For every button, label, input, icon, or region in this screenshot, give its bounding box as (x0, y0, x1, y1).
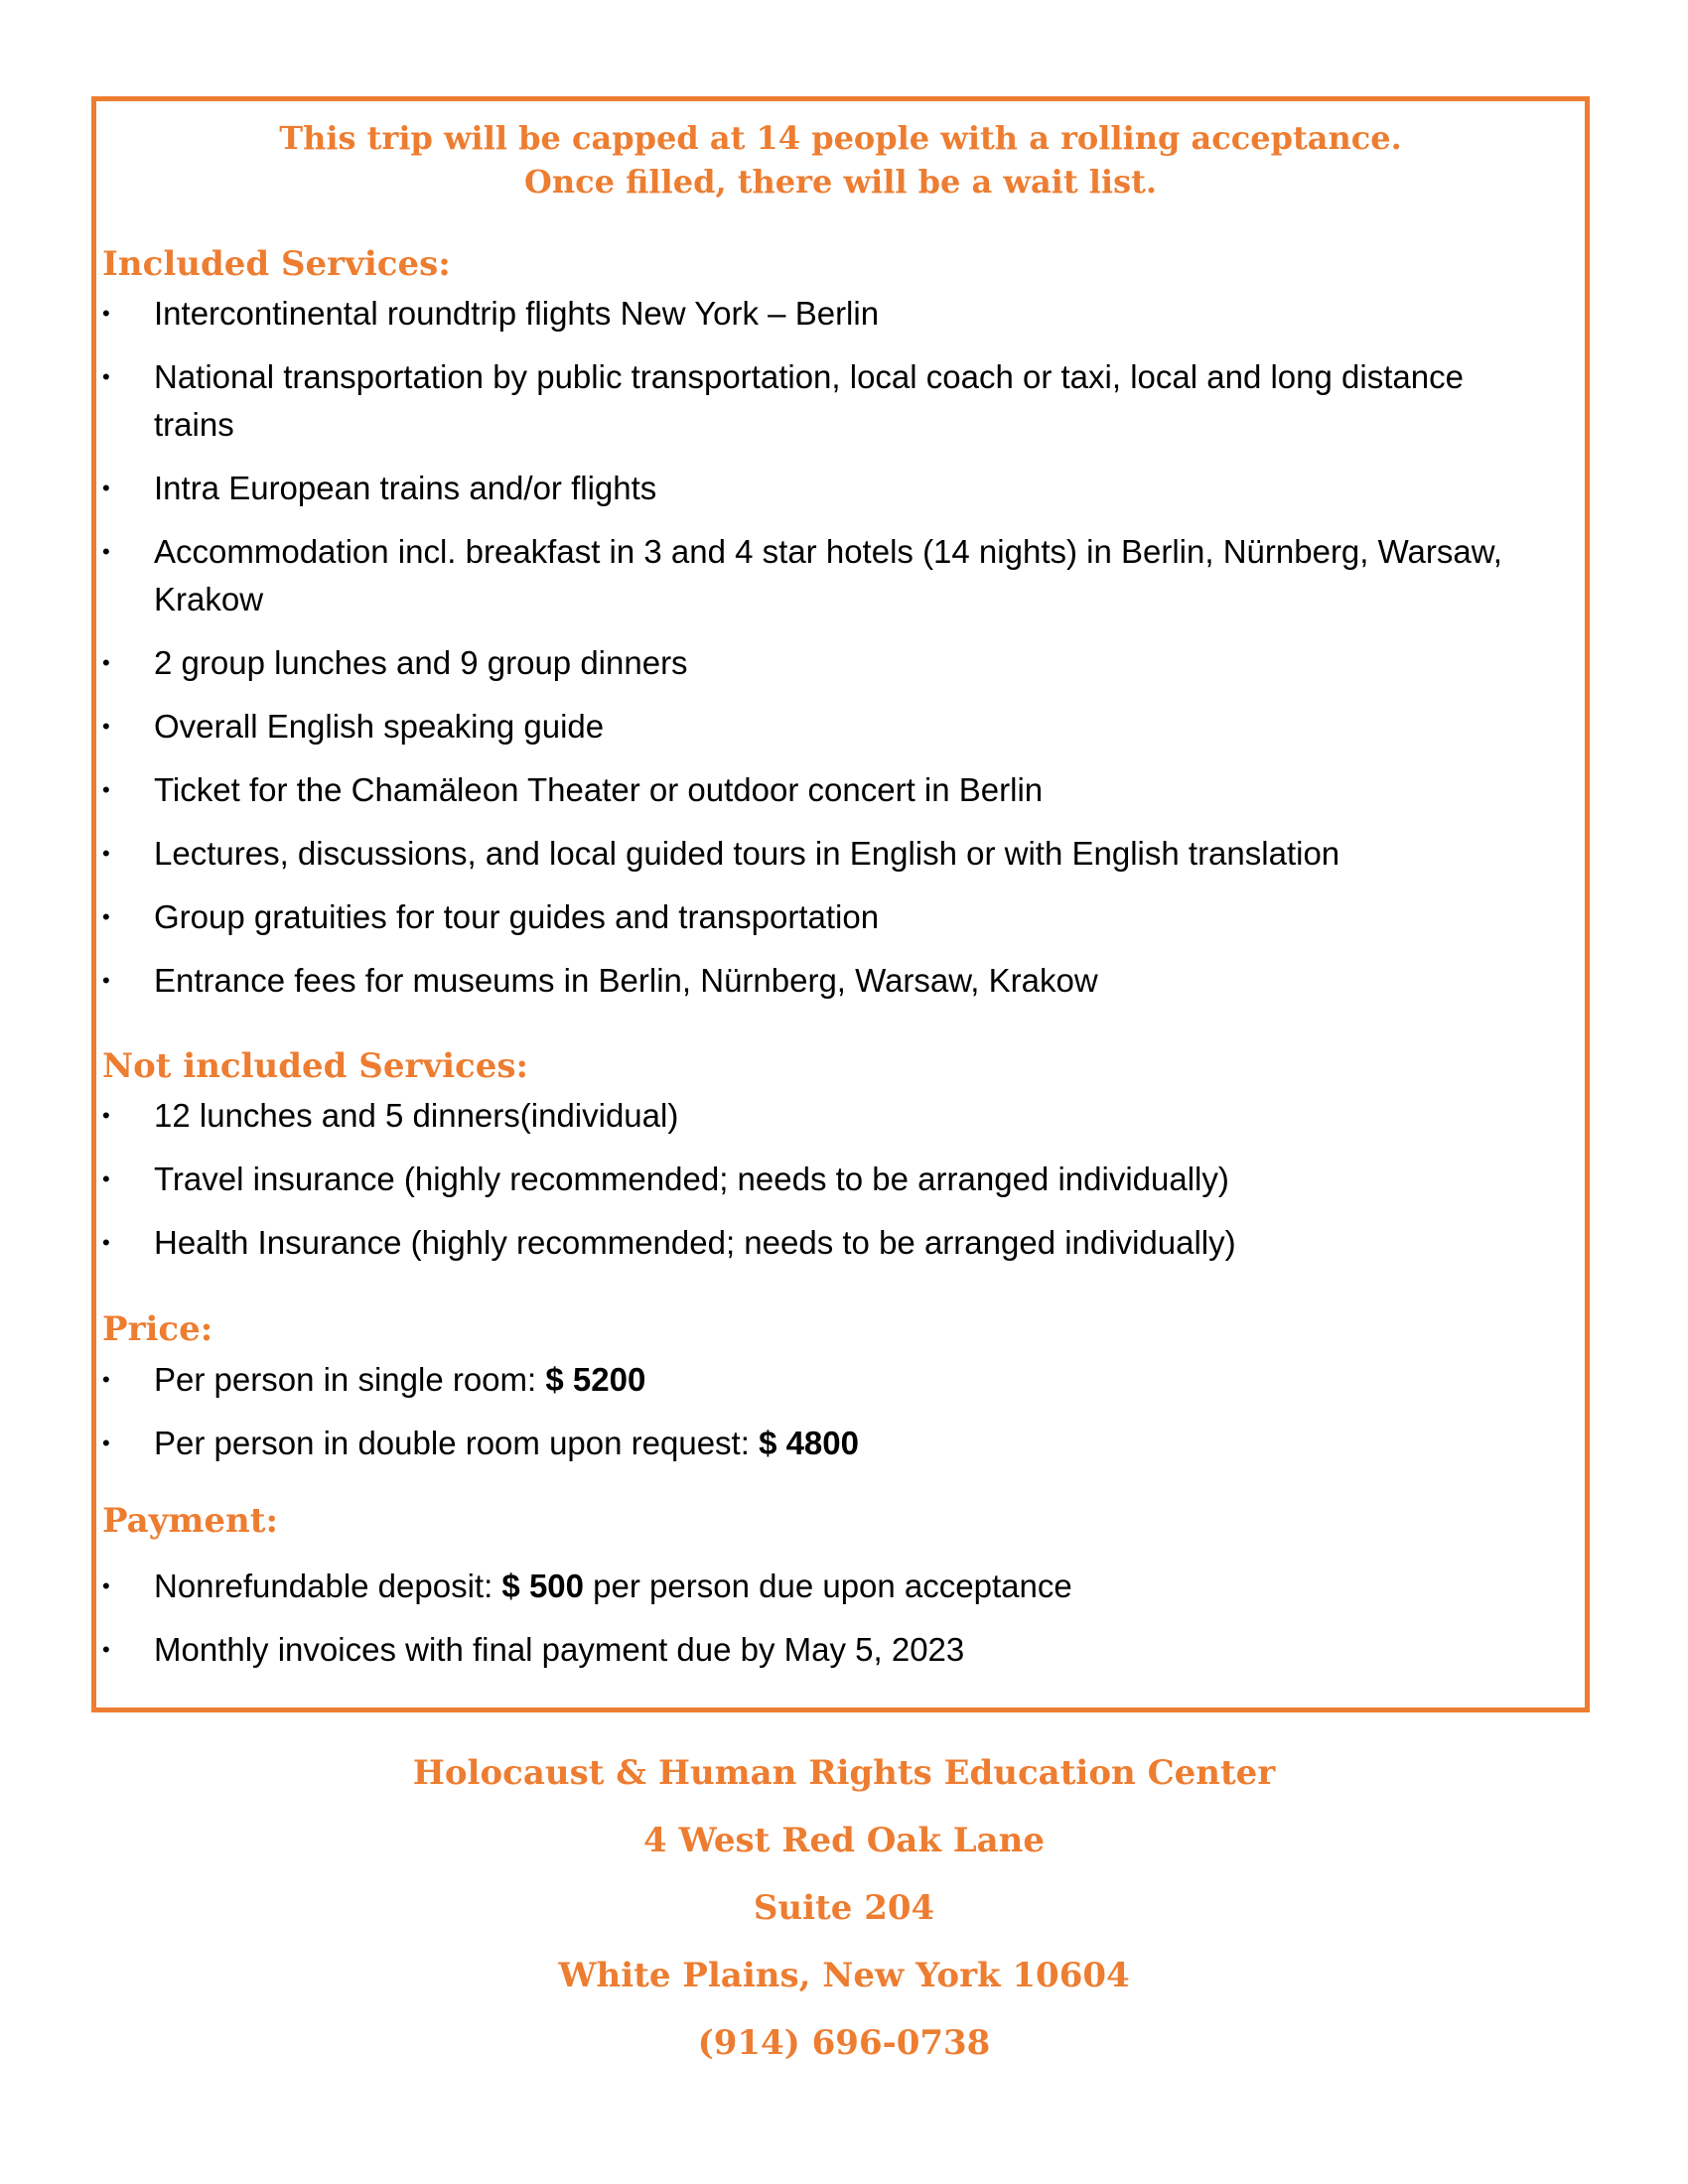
list-item (102, 1356, 1552, 1404)
included-item: National transportation by public transportation, local coach or taxi, local and long distance trains (154, 358, 1464, 443)
bullet-icon: • (102, 301, 110, 326)
deposit-label: Nonrefundable deposit: (154, 1568, 502, 1604)
bullet-icon: • (102, 904, 110, 929)
list-item (102, 1563, 1552, 1610)
double-room-price (154, 1420, 1552, 1467)
bullet-icon: • (102, 714, 110, 739)
list-item (102, 1092, 1552, 1140)
list-item (102, 290, 1552, 338)
single-room-price (154, 1356, 1552, 1404)
city-state-zip: White Plains, New York 10604 (558, 1956, 1130, 1995)
not-included-item: Travel insurance (highly recommended; needs to be arranged individually) (154, 1160, 1229, 1197)
deposit-line (154, 1563, 1552, 1610)
suite: Suite 204 (753, 1888, 935, 1928)
bullet-icon: • (102, 1166, 110, 1191)
bullet-icon: • (102, 650, 110, 675)
list-item (102, 957, 1552, 1005)
bullet-icon: • (102, 1367, 110, 1392)
bullet-icon: • (102, 1637, 110, 1662)
payment-heading: Payment: (102, 1501, 279, 1541)
capacity-notice-line-1: This trip will be capped at 14 people with a rolling acceptance. (279, 119, 1402, 157)
not-included-item: Health Insurance (highly recommended; needs to be arranged individually) (154, 1224, 1236, 1261)
bullet-icon: • (102, 968, 110, 993)
not-included-services-heading: Not included Services: (102, 1046, 529, 1086)
deposit-suffix: per person due upon acceptance (584, 1568, 1072, 1604)
capacity-notice-line-2: Once filled, there will be a wait list. (524, 163, 1157, 201)
list-item (102, 766, 1552, 814)
included-item: Entrance fees for museums in Berlin, Nürnberg, Warsaw, Krakow (154, 962, 1098, 999)
single-room-label: Per person in single room: (154, 1361, 546, 1398)
monthly-invoices-line: Monthly invoices with final payment due by May 5, 2023 (154, 1631, 965, 1668)
list-item (102, 703, 1552, 751)
bullet-icon: • (102, 841, 110, 866)
list-item (102, 1420, 1552, 1467)
list-item (102, 465, 1552, 512)
bullet-icon: • (102, 476, 110, 500)
list-item (102, 528, 1552, 623)
org-name: Holocaust & Human Rights Education Center (412, 1753, 1276, 1793)
included-item: Lectures, discussions, and local guided tours in English or with English translation (154, 835, 1340, 872)
included-item: Group gratuities for tour guides and transportation (154, 898, 880, 935)
bullet-icon: • (102, 1103, 110, 1128)
included-item: Overall English speaking guide (154, 708, 605, 745)
bullet-icon: • (102, 777, 110, 802)
list-item (102, 353, 1552, 449)
list-item (102, 1156, 1552, 1203)
double-room-label: Per person in double room upon request: (154, 1425, 760, 1461)
included-item: Intra European trains and/or flights (154, 470, 657, 506)
bullet-icon: • (102, 1230, 110, 1255)
price-heading: Price: (102, 1309, 213, 1349)
phone-number[interactable]: (914) 696-0738 (697, 2023, 991, 2063)
list-item (102, 1219, 1552, 1267)
list-item (102, 1626, 1552, 1674)
list-item (102, 830, 1552, 878)
bullet-icon: • (102, 1573, 110, 1598)
included-services-heading: Included Services: (102, 244, 451, 284)
list-item (102, 639, 1552, 687)
street-address: 4 West Red Oak Lane (642, 1821, 1046, 1860)
bullet-icon: • (102, 364, 110, 389)
bullet-icon: • (102, 1431, 110, 1455)
list-item (102, 893, 1552, 941)
included-item: Intercontinental roundtrip flights New York – Berlin (154, 295, 880, 332)
included-item: Accommodation incl. breakfast in 3 and 4 star hotels (14 nights) in Berlin, Nürnberg, Warsaw, Krakow (154, 533, 1502, 617)
single-room-value: $ 5200 (545, 1361, 646, 1398)
included-item: Ticket for the Chamäleon Theater or outdoor concert in Berlin (154, 771, 1044, 808)
not-included-item: 12 lunches and 5 dinners(individual) (154, 1097, 679, 1134)
bullet-icon: • (102, 539, 110, 564)
included-item: 2 group lunches and 9 group dinners (154, 644, 688, 681)
deposit-value: $ 500 (501, 1568, 585, 1604)
double-room-value: $ 4800 (759, 1425, 859, 1461)
